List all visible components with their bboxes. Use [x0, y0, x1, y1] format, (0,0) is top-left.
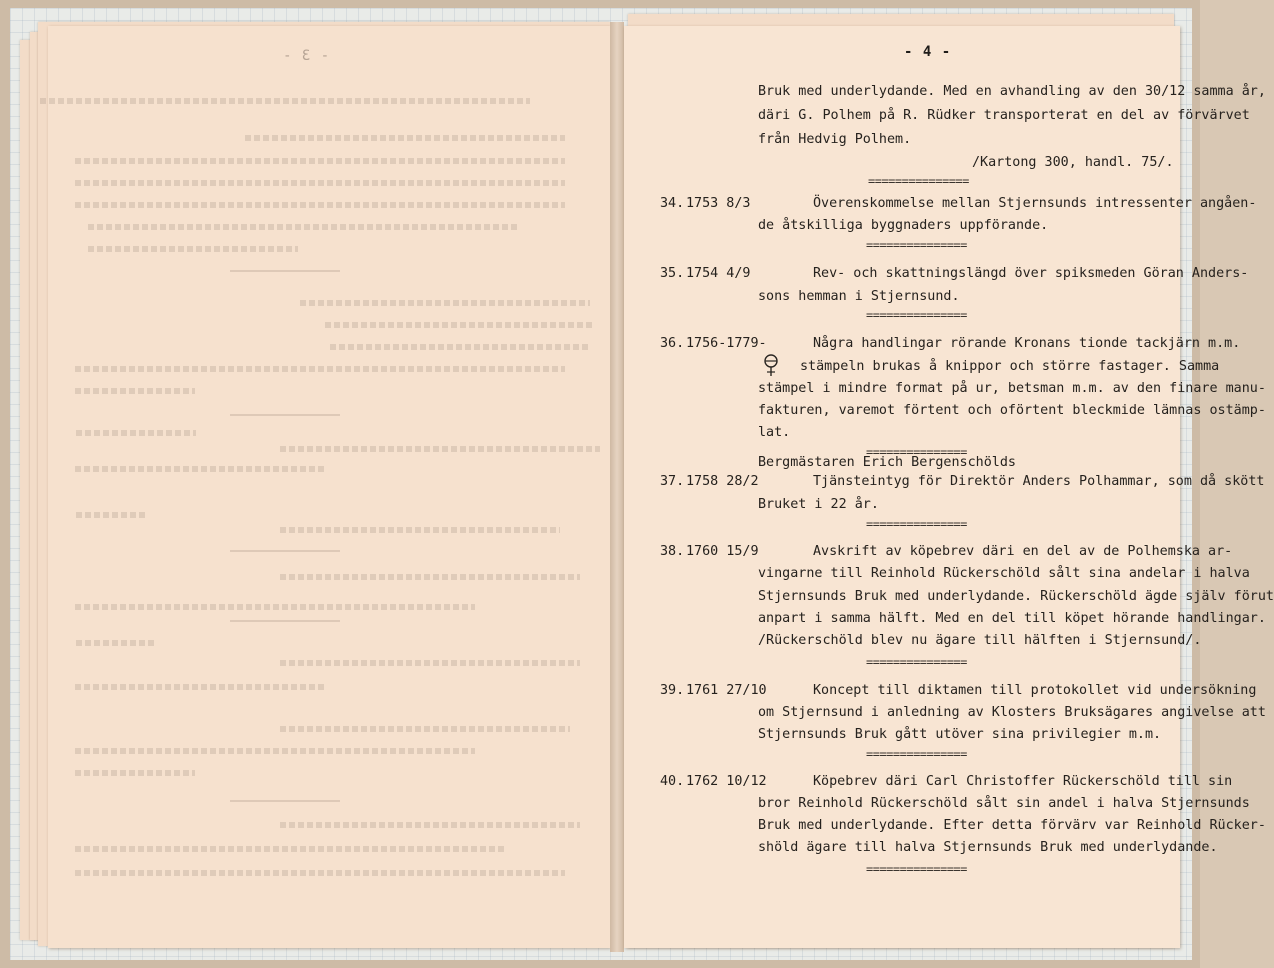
show-through-line [245, 135, 565, 141]
entry-number: 40. [660, 774, 685, 789]
show-through-line [88, 246, 298, 252]
left-page [48, 26, 610, 948]
show-through-separator [230, 620, 340, 622]
entry-line: bror Reinhold Rückerschöld sålt sin andel i halva Stjernsunds [758, 796, 1250, 811]
show-through-line [75, 748, 475, 754]
entry-line: sons hemman i Stjernsund. [758, 289, 960, 304]
show-through-line [88, 224, 518, 230]
show-through-separator [230, 270, 340, 272]
entry-number: 39. [660, 683, 685, 698]
entry-number: 34. [660, 196, 685, 211]
entry-date: 1754 4/9 [686, 266, 751, 281]
entry-line: stämpeln brukas å knippor och större fastager. Samma [800, 359, 1220, 374]
show-through-separator [230, 800, 340, 802]
entry-line: Stjernsunds Bruk med underlydande. Rückerschöld ägde själv förut [758, 589, 1274, 604]
intro-line: däri G. Polhem på R. Rüdker transporterat en del av förvärvet [758, 108, 1250, 123]
show-through-line [76, 430, 196, 436]
iron-stamp-symbol-icon [762, 352, 780, 378]
entry-line: /Rückerschöld blev nu ägare till hälften i Stjernsund/. [758, 633, 1202, 648]
show-through-line [75, 180, 565, 186]
entry-line: de åtskilliga byggnaders uppförande. [758, 218, 1049, 233]
intro-line: från Hedvig Polhem. [758, 132, 912, 147]
show-through-line [280, 660, 580, 666]
entry-date: 1760 15/9 [686, 544, 759, 559]
show-through-line [280, 527, 560, 533]
entry-number: 35. [660, 266, 685, 281]
show-through-line [280, 446, 600, 452]
separator: =============== [866, 747, 967, 761]
show-through-line [75, 604, 475, 610]
show-through-line [325, 322, 595, 328]
entry-line: Några handlingar rörande Kronans tionde tackjärn m.m. [813, 336, 1241, 351]
entry-number: 37. [660, 474, 685, 489]
entry-line: Bruket i 22 år. [758, 497, 879, 512]
separator: =============== [866, 445, 967, 459]
show-through-line [75, 366, 565, 372]
entry-line: Överenskommelse mellan Stjernsunds intressenter angåen- [813, 196, 1257, 211]
right-page-number: - 4 - [904, 44, 952, 60]
show-through-line [40, 98, 530, 104]
entry-line: Tjänsteintyg för Direktör Anders Polhammar, som då skött [813, 474, 1265, 489]
entry-line: Avskrift av köpebrev däri en del av de Polhemska ar- [813, 544, 1233, 559]
separator: =============== [866, 308, 967, 322]
separator: =============== [866, 862, 967, 876]
section-heading: Bergmästaren Erich Bergenschölds [758, 455, 1016, 470]
show-through-line [75, 684, 325, 690]
entry-line: fakturen, varemot förtent och oförtent bleckmide lämnas ostämp- [758, 403, 1266, 418]
separator: =============== [866, 655, 967, 669]
show-through-line [280, 822, 580, 828]
show-through-line [300, 300, 590, 306]
show-through-line [75, 466, 325, 472]
separator: =============== [866, 238, 967, 252]
entry-date: 1758 28/2 [686, 474, 759, 489]
separator: =============== [866, 517, 967, 531]
entry-date: 1756-1779- [686, 336, 767, 351]
entry-line: lat. [758, 425, 791, 440]
show-through-line [75, 846, 505, 852]
show-through-line [76, 640, 156, 646]
entry-date: 1762 10/12 [686, 774, 767, 789]
entry-line: Köpebrev däri Carl Christoffer Rückerschöld till sin [813, 774, 1233, 789]
entry-date: 1761 27/10 [686, 683, 767, 698]
show-through-line [330, 344, 590, 350]
page-gutter [610, 22, 624, 952]
entry-number: 36. [660, 336, 685, 351]
show-through-line [75, 870, 565, 876]
show-through-separator [230, 414, 340, 416]
entry-line: Stjernsunds Bruk gått utöver sina privilegier m.m. [758, 727, 1162, 742]
show-through-line [76, 512, 146, 518]
intro-line: Bruk med underlydande. Med en avhandling av den 30/12 samma år, [758, 84, 1266, 99]
intro-reference: /Kartong 300, handl. 75/. [972, 155, 1174, 170]
entry-line: stämpel i mindre format på ur, betsman m.m. av den finare manu- [758, 381, 1266, 396]
left-page-number: - 3 - [282, 48, 330, 64]
show-through-line [280, 574, 580, 580]
entry-number: 38. [660, 544, 685, 559]
entry-line: om Stjernsund i anledning av Klosters Bruksägares angivelse att [758, 705, 1266, 720]
show-through-line [75, 158, 565, 164]
entry-line: Koncept till diktamen till protokollet vid undersökning [813, 683, 1257, 698]
entry-line: vingarne till Reinhold Rückerschöld sålt sina andelar i halva [758, 566, 1250, 581]
show-through-separator [230, 550, 340, 552]
entry-line: Rev- och skattningslängd över spiksmeden Göran Anders- [813, 266, 1249, 281]
entry-date: 1753 8/3 [686, 196, 751, 211]
entry-line: anpart i samma hälft. Med en del till köpet hörande handlingar. [758, 611, 1266, 626]
show-through-line [75, 202, 565, 208]
show-through-line [75, 770, 195, 776]
entry-line: Bruk med underlydande. Efter detta förvärv var Reinhold Rücker- [758, 818, 1266, 833]
separator: =============== [868, 174, 969, 188]
show-through-line [75, 388, 195, 394]
entry-line: shöld ägare till halva Stjernsunds Bruk med underlydande. [758, 840, 1218, 855]
show-through-line [280, 726, 570, 732]
